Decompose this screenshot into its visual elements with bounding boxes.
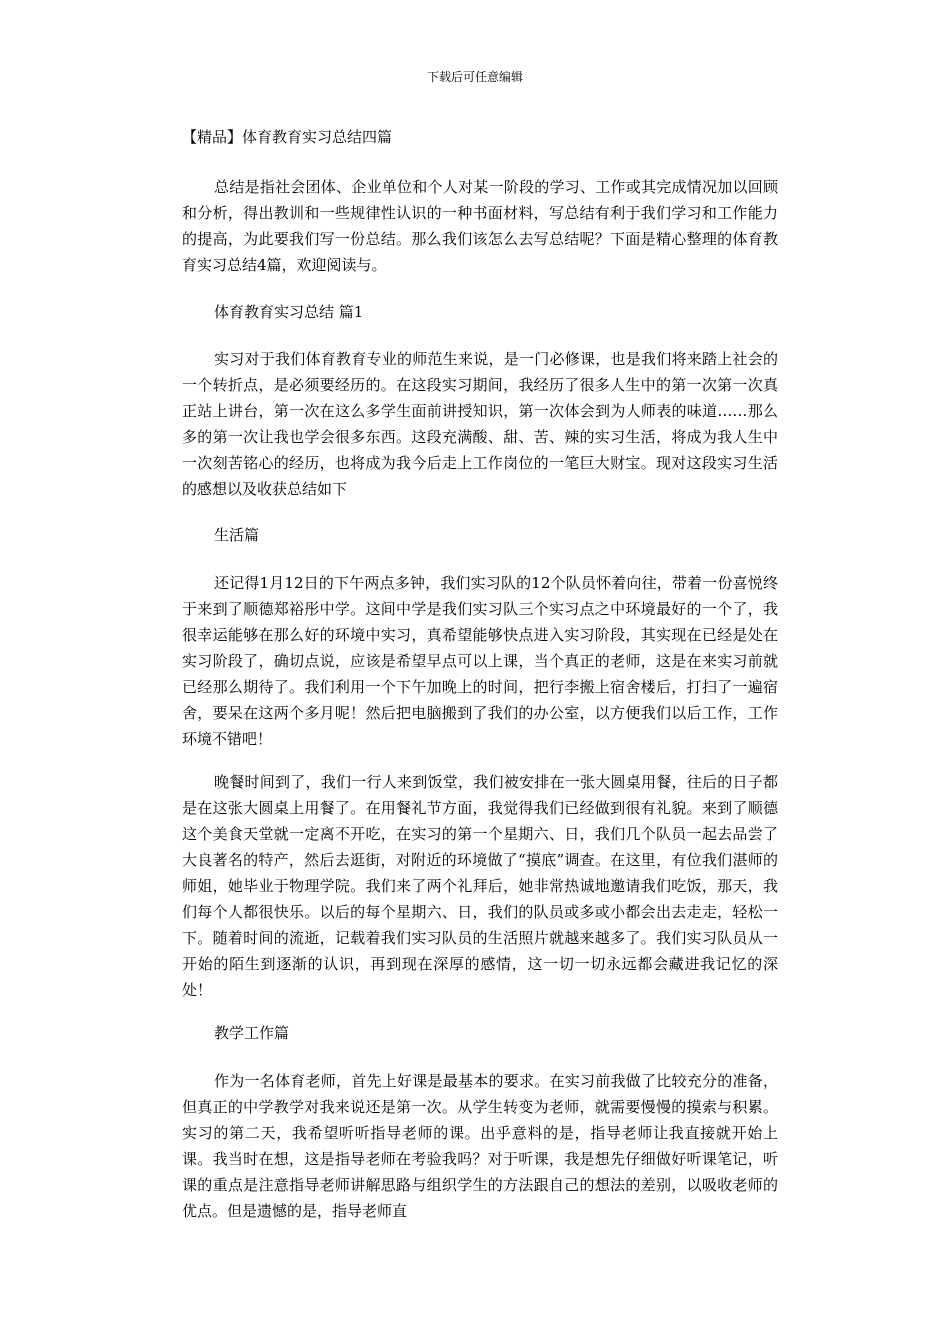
teaching-section-heading: 教学工作篇 xyxy=(214,1024,290,1042)
teaching-paragraph-1: 作为一名体育老师，首先上好课是最基本的要求。在实习前我做了比较充分的准备，但真正的中学教学对我来说还是第一次。从学生转变为老师，就需要慢慢的摸索与积累。实习的第二天，我希望听听指导老师的课。出乎意料的是，指导老师让我直接就开始上课。我当时在想，这是指导老师在考验我吗？对于听课，我是想先仔细做好听课笔记，听课的重点是注意指导老师讲解思路与组织学生的方法跟自己的想法的差别，以吸收老师的优点。但是遗憾的是，指导老师直 xyxy=(182,1072,778,1220)
intro-paragraph: 总结是指社会团体、企业单位和个人对某一阶段的学习、工作或其完成情况加以回顾和分析，得出教训和一些规律性认识的一种书面材料，写总结有利于我们学习和工作能力的提高，为此要我们写一份总结。那么我们该怎么去写总结呢？下面是精心整理的体育教育实习总结4篇，欢迎阅读与。 xyxy=(182,178,778,274)
article1-intro-paragraph: 实习对于我们体育教育专业的师范生来说，是一门必修课，也是我们将来踏上社会的一个转折点，是必须要经历的。在这段实习期间，我经历了很多人生中的第一次第一次真正站上讲台，第一次在这么多学生面前讲授知识，第一次体会到为人师表的味道……那么多的第一次让我也学会很多东西。这段充满酸、甜、苦、辣的实习生活，将成为我人生中一次刻苦铭心的经历，也将成为我今后走上工作岗位的一笔巨大财宝。现对这段实习生活的感想以及收获总结如下 xyxy=(182,350,778,498)
article1-heading: 体育教育实习总结 篇1 xyxy=(214,303,364,321)
header-note: 下载后可任意编辑 xyxy=(426,70,523,84)
document-title: 【精品】体育教育实习总结四篇 xyxy=(182,128,393,146)
life-paragraph-1: 还记得1月12日的下午两点多钟，我们实习队的12个队员怀着向往，带着一份喜悦终于来到了顺德郑裕彤中学。这间中学是我们实习队三个实习点之中环境最好的一个了，我很幸运能够在那么好的环境中实习，真希望能够快点进入实习阶段，其实现在已经是处在实习阶段了，确切点说，应该是希望早点可以上课，当个真正的老师，这是在来实习前就已经那么期待了。我们利用一个下午加晚上的时间，把行李搬上宿舍楼后，打扫了一遍宿舍，要呆在这两个多月呢！然后把电脑搬到了我们的办公室，以方便我们以后工作，工作环境不错吧！ xyxy=(182,574,778,748)
life-section-heading: 生活篇 xyxy=(214,526,260,544)
life-paragraph-2: 晚餐时间到了，我们一行人来到饭堂，我们被安排在一张大圆桌用餐，往后的日子都是在这张大圆桌上用餐了。在用餐礼节方面，我觉得我们已经做到很有礼貌。来到了顺德这个美食天堂就一定离不开吃，在实习的第一个星期六、日，我们几个队员一起去品尝了大良著名的特产，然后去逛街，对附近的环境做了“摸底”调查。在这里，有位我们湛师的师姐，她毕业于物理学院。我们来了两个礼拜后，她非常热诚地邀请我们吃饭，那天，我们每个人都很快乐。以后的每个星期六、日，我们的队员或多或小都会出去走走，轻松一下。随着时间的流逝，记载着我们实习队员的生活照片就越来越多了。我们实习队员从一开始的陌生到逐渐的认识，再到现在深厚的感情，这一切一切永远都会藏进我记忆的深处！ xyxy=(182,773,778,999)
